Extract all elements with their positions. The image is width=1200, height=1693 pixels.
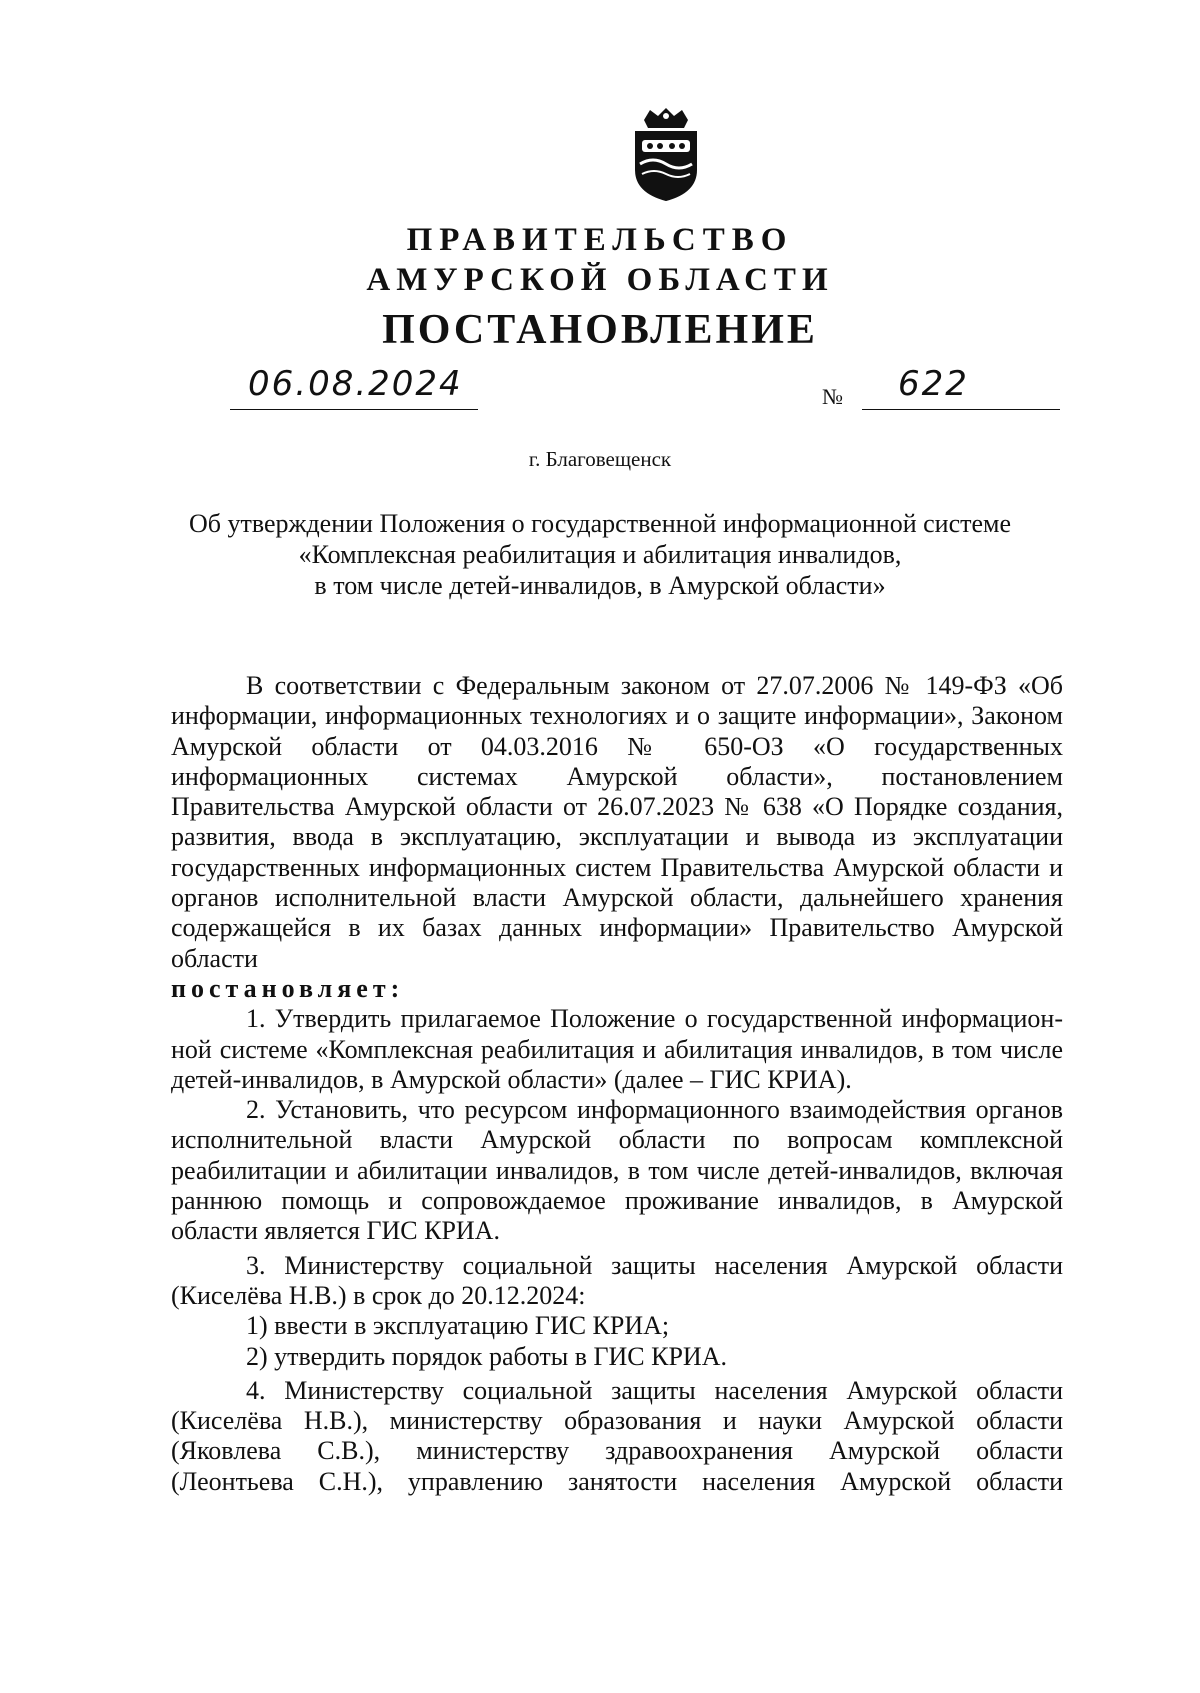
- preamble-line: информационных системах Амурской области», постановлением: [171, 761, 1063, 791]
- item-2-line: реабилитации и абилитации инвалидов, в том числе детей-инвалидов, включая: [171, 1155, 1063, 1185]
- government-name-line1: ПРАВИТЕЛЬСТВО: [406, 222, 794, 258]
- handwritten-date: 06.08.2024: [248, 364, 463, 404]
- item-1-line: ной системе «Комплексная реабилитация и абилитация инвалидов, в том числе: [171, 1034, 1063, 1064]
- item-2-line: области является ГИС КРИА.: [171, 1216, 500, 1246]
- item-2-line: исполнительной власти Амурской области по вопросам комплексной: [171, 1125, 1063, 1155]
- preamble-line: Амурской области от 04.03.2016 № 650-ОЗ «О государственных: [171, 731, 1063, 761]
- number-sign: №: [822, 384, 843, 409]
- item-3-subitem: 2) утвердить порядок работы в ГИС КРИА.: [246, 1341, 727, 1371]
- preamble-line: информации, информационных технологиях и о защите информации», Законом: [171, 701, 1063, 731]
- item-4-line: 4. Министерству социальной защиты населения Амурской области: [246, 1375, 1063, 1405]
- item-1-line: 1. Утвердить прилагаемое Положение о государственной информацион-: [246, 1004, 1063, 1034]
- item-3-line: (Киселёва Н.В.) в срок до 20.12.2024:: [171, 1280, 586, 1310]
- preamble-line: содержащейся в их базах данных информации» Правительство Амурской: [171, 913, 1063, 943]
- preamble-line: области: [171, 943, 258, 973]
- item-2-line: 2. Установить, что ресурсом информационного взаимодействия органов: [246, 1095, 1063, 1125]
- item-3-line: 3. Министерству социальной защиты населения Амурской области: [246, 1250, 1063, 1280]
- title-line: Об утверждении Положения о государственной информационной системе: [188, 509, 1012, 538]
- preamble-line: органов исполнительной власти Амурской области, дальнейшего хранения: [171, 883, 1063, 913]
- date-underline: [230, 409, 478, 410]
- item-1-line: детей-инвалидов, в Амурской области» (далее – ГИС КРИА).: [171, 1064, 852, 1094]
- preamble-line: государственных информационных систем Правительства Амурской области и: [171, 852, 1063, 882]
- document-type: ПОСТАНОВЛЕНИЕ: [382, 307, 818, 353]
- coat-of-arms-emblem: [628, 106, 704, 202]
- document-title: [150, 508, 1050, 601]
- item-4-line: (Леонтьева С.Н.), управлению занятости населения Амурской области: [171, 1466, 1063, 1496]
- item-4-line: (Киселёва Н.В.), министерству образования и науки Амурской области: [171, 1406, 1063, 1436]
- preamble-line: В соответствии с Федеральным законом от 27.07.2006 № 149-ФЗ «Об: [246, 671, 1063, 700]
- item-4-line: (Яковлева С.В.), министерству здравоохранения Амурской области: [171, 1436, 1063, 1466]
- item-2-line: раннюю помощь и сопровождаемое проживание инвалидов, в Амурской: [171, 1186, 1063, 1216]
- title-line: «Комплексная реабилитация и абилитация инвалидов,: [298, 540, 902, 569]
- resolves-word: постановляет:: [171, 973, 405, 1003]
- number-underline: [862, 409, 1060, 410]
- item-3-subitem: 1) ввести в эксплуатацию ГИС КРИА;: [246, 1311, 670, 1341]
- document-body: [171, 671, 1063, 1497]
- title-line: в том числе детей-инвалидов, в Амурской области»: [314, 571, 886, 600]
- city-line: г. Благовещенск: [528, 447, 672, 471]
- government-name-line2: АМУРСКОЙ ОБЛАСТИ: [366, 262, 834, 298]
- preamble-line: развития, ввода в эксплуатацию, эксплуатации и вывода из эксплуатации: [171, 822, 1063, 852]
- handwritten-number: 622: [898, 364, 969, 404]
- preamble-line: Правительства Амурской области от 26.07.2023 № 638 «О Порядке создания,: [171, 792, 1063, 822]
